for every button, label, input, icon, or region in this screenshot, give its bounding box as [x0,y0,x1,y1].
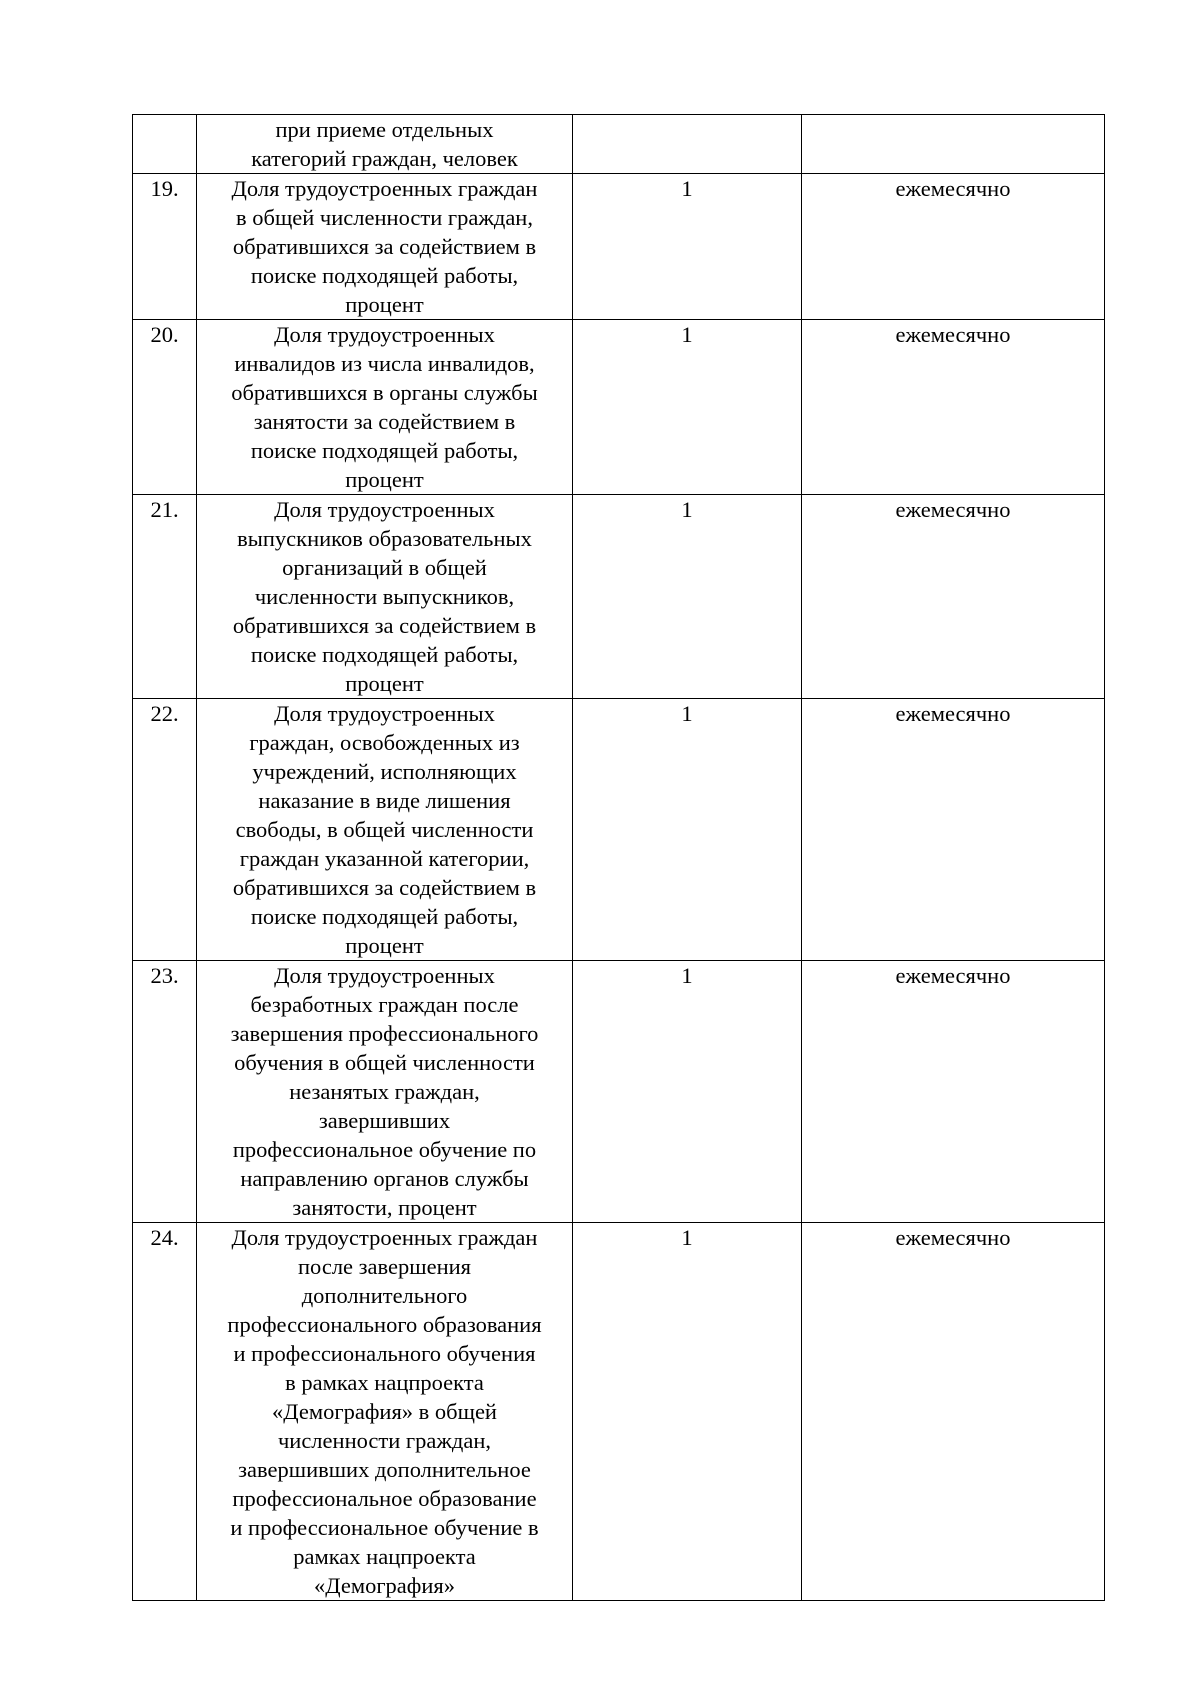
indicator-name-line: численности выпускников, [254,584,515,609]
indicator-name [197,1223,573,1601]
table-row [133,115,1105,174]
indicator-value: 1 [573,320,802,495]
indicator-name-line: обратившихся за содействием в [232,613,537,638]
indicator-period: ежемесячно [802,961,1105,1223]
indicator-name-line: профессиональное образование [232,1486,537,1511]
indicator-name [197,115,573,174]
indicator-name-line: профессиональное обучение по [232,1137,537,1162]
indicator-name [197,320,573,495]
indicator-name-line: обратившихся в органы службы [231,380,538,405]
row-number [133,115,197,174]
indicator-period [802,115,1105,174]
row-number: 23. [133,961,197,1223]
indicator-name-line: инвалидов из числа инвалидов, [234,351,535,376]
indicator-name-line: Доля трудоустроенных [274,322,495,347]
indicator-name-line: рамках нацпроекта [293,1544,476,1569]
indicator-period: ежемесячно [802,1223,1105,1601]
indicator-name-line: профессионального образования [227,1312,542,1337]
indicator-name-line: процент [345,671,424,696]
indicator-name-line: при приеме отдельных [275,117,494,142]
indicator-name-line: организаций в общей [282,555,487,580]
indicator-name-line: безработных граждан после [250,992,519,1017]
indicator-period: ежемесячно [802,174,1105,320]
indicator-period: ежемесячно [802,320,1105,495]
indicator-value: 1 [573,495,802,699]
indicator-name-line: незанятых граждан, [289,1079,480,1104]
indicator-name-line: после завершения [297,1254,472,1279]
indicator-name-line: направлению органов службы [240,1166,529,1191]
table-row [133,320,1105,495]
indicator-name-line: процент [345,467,424,492]
row-number: 21. [133,495,197,699]
indicator-name-line: обратившихся за содействием в [232,875,537,900]
indicator-name-line: завершения профессионального [230,1021,539,1046]
indicator-name [197,174,573,320]
indicator-name-line: учреждений, исполняющих [252,759,517,784]
indicator-name-line: поиске подходящей работы, [250,438,519,463]
indicator-period: ежемесячно [802,699,1105,961]
indicator-name [197,961,573,1223]
indicator-name-line: обучения в общей численности [234,1050,535,1075]
indicator-value [573,115,802,174]
indicator-name-line: занятости, процент [292,1195,477,1220]
indicator-name-line: «Демография» в общей [272,1399,497,1424]
indicator-name-line: завершивших дополнительное [238,1457,531,1482]
indicator-name-line: выпускников образовательных [237,526,532,551]
indicator-name-line: граждан, освобожденных из [249,730,520,755]
table-row [133,961,1105,1223]
row-number: 20. [133,320,197,495]
indicator-name-line: «Демография» [313,1573,456,1598]
row-number: 24. [133,1223,197,1601]
indicator-name-line: граждан указанной категории, [239,846,530,871]
indicator-name-line: наказание в виде лишения [258,788,511,813]
indicator-name-line: и профессиональное обучение в [230,1515,539,1540]
indicator-name-line: свободы, в общей численности [235,817,534,842]
indicator-name-line: в рамках нацпроекта [285,1370,484,1395]
indicator-name-line: поиске подходящей работы, [250,904,519,929]
indicator-name-line: и профессионального обучения [233,1341,536,1366]
table-row [133,495,1105,699]
indicator-name-line: численности граждан, [277,1428,492,1453]
indicator-name-line: Доля трудоустроенных [274,963,495,988]
indicator-name-line: процент [345,933,424,958]
indicator-name-line: процент [345,292,424,317]
indicator-name [197,495,573,699]
indicator-value: 1 [573,1223,802,1601]
table-row [133,174,1105,320]
row-number: 19. [133,174,197,320]
indicator-name-line: занятости за содействием в [253,409,516,434]
indicators-table [132,114,1105,1601]
table-row [133,1223,1105,1601]
indicator-name-line: завершивших [318,1108,451,1133]
indicator-name-line: поиске подходящей работы, [250,642,519,667]
indicator-name-line: обратившихся за содействием в [232,234,537,259]
indicator-name-line: Доля трудоустроенных граждан [231,1225,538,1250]
indicator-name-line: поиске подходящей работы, [250,263,519,288]
table-row [133,699,1105,961]
indicator-name-line: Доля трудоустроенных граждан [231,176,538,201]
indicator-value: 1 [573,699,802,961]
indicator-name-line: категорий граждан, человек [251,146,518,171]
indicator-name-line: Доля трудоустроенных [274,497,495,522]
indicator-period: ежемесячно [802,495,1105,699]
indicator-name-line: в общей численности граждан, [236,205,533,230]
indicator-name [197,699,573,961]
table-body [133,115,1105,1601]
indicator-name-line: Доля трудоустроенных [274,701,495,726]
indicator-value: 1 [573,174,802,320]
indicator-value: 1 [573,961,802,1223]
row-number: 22. [133,699,197,961]
indicator-name-line: дополнительного [301,1283,468,1308]
